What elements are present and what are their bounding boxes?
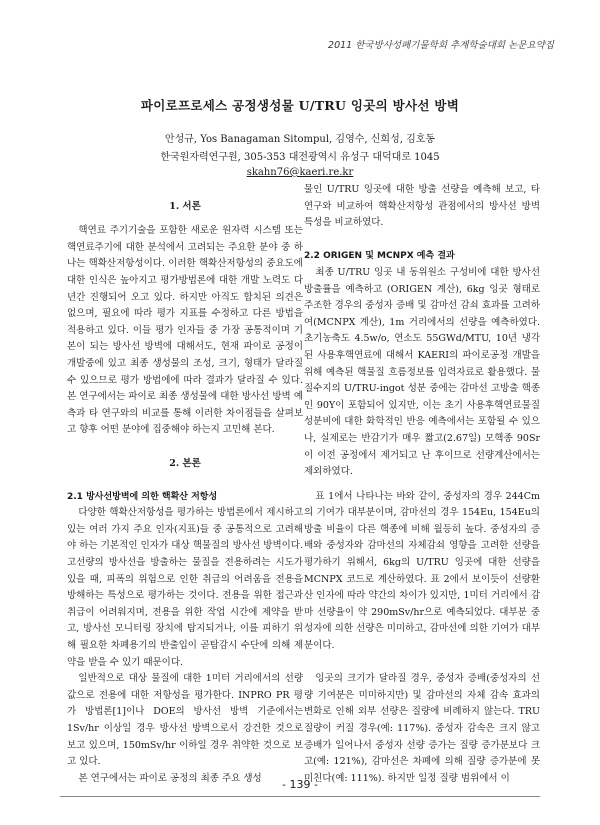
conference-header: 2011 한국방사성폐기물학회 추계학술대회 논문요약집 bbox=[328, 40, 554, 51]
page-number: - 139 - bbox=[282, 778, 318, 791]
intro-paragraph: 핵연료 주기기술을 포함한 새로운 원자력 시스템 또는 핵연료주기에 대한 분석에서 고려되는 주요한 분야 중 하나는 핵확산저항성이다. 이러한 핵확산저항성의 중요도에 대한 인식은 높아지고 평가방법론에 대한 개발 노력도 다년간 진행되어 오고 있다. 하지만 아직도 합치된 의견은 없으며, 필요에 따라 평가 지표를 수정하고 다른 방법을 적용하고 있다. 이들 평가 인자들 중 가장 공통적이며 기본이 되는 방사선 방벽에 대해서도, 현재 파이로 공정이 개발중에 있고 최종 생성물의 조성, 크기, 형태가 달라질 수 있으므로 평가 방법에에 따라 결과가 달라질 수 있다. 본 연구에서는 파이로 최종 생성물에 대한 방사선 방벽 예측과 타 연구와의 비교를 통해 이러한 차이점들을 살펴보고 향후 어떤 분야에 집중해야 하는지 고민해 본다. bbox=[67, 225, 303, 436]
paper-title: 파이로프로세스 공정생성물 U/TRU 잉곳의 방사선 방벽 bbox=[140, 98, 460, 113]
section-2-2-paragraph-2: 표 1에서 나타나는 바와 같이, 중성자의 경우 244Cm의 기여가 대부분이며, 감마선의 경우 154Eu, 154Eu의 방출 비율이 다른 핵종에 비해 월등히 높다. 중성자의 증배와 중성자와 감마선의 자체감쇠 영향을 고려한 선량을 평가하기 위해서, 6kg의 U/TRU 잉곳에 대한 선량을 MCNPX 코드로 계산하였다. 표 2에서 보이듯이 선량환산 인자에 따라 약간의 차이가 있지만, 1미터 거리에서 감마 선량율이 약 290mSv/hr으로 예측되었다. 대부분 중성자에 의한 선량은 미미하고, 감마선에 의한 기여가 대부분이다. bbox=[304, 490, 540, 652]
affiliation: 한국원자력연구원, 305-353 대전광역시 유성구 대덕대로 1045 bbox=[160, 152, 440, 163]
section-2-1-paragraph-3: 본 연구에서는 파이로 공정의 최종 주요 생성 bbox=[78, 772, 262, 784]
section-heading-body: 2. 본론 bbox=[169, 457, 201, 469]
author-email: skahn76@kaeri.re.kr bbox=[246, 167, 354, 178]
section-2-2-paragraph-1: 최종 U/TRU 잉곳 내 동위원소 구성비에 대한 방사선 방출률을 예측하고 (ORIGEN 계산), 6kg 잉곳 형태로 주조한 경우의 중성자 증배 및 감마선 감쇠 효과를 고려하여(MCNPX 계산), 1m 거리에서의 선량을 예측하였다. 초기농축도 4.5w/o, 연소도 55GWd/MTU, 10년 냉각된 사용후핵연료에 대해서 KAERI의 파이로공정 개발을 위해 예측된 핵물질 흐름정보를 입력자료로 활용했다. 물질수지의 U/TRU-ingot 성분 중에는 감마선 고방출 핵종인 90Y이 포함되어 있지만, 이는 초기 사용후핵연료물질 성분비에 대한 화학적인 반응 예측에서는 포함될 수 있으나, 실제로는 반감기가 매우 짧고(2.67일) 모핵종 90Sr이 이전 공정에서 제거되고 난 후이므로 선량계산에서는 제외하였다. bbox=[304, 266, 540, 478]
right-column bbox=[304, 182, 540, 787]
section-heading-introduction: 1. 서론 bbox=[169, 200, 201, 212]
left-column bbox=[67, 182, 303, 787]
section-2-1-continuation: 물인 U/TRU 잉곳에 대한 방출 선량을 예측해 보고, 타 연구와 비교하여 핵확산저항성 관점에서의 방사선 방벽 특성을 비교하였다. bbox=[304, 184, 540, 229]
section-2-2-paragraph-3: 잉곳의 크기가 달라질 경우, 중성자 증배(중성자의 선량 기여분은 미미하지만) 및 감마선의 자체 감속 효과의 변화로 인해 외부 선량은 질량에 비례하지 않는다. TRU 질량이 커질 경우(예: 117%). 중성자 감속은 크지 않고 증배가 일어나서 중성자 선량 증가는 질량 증가분보다 크고(예: 121%), 감마선은 차폐에 의해 질량 증가분에 못 미친다(예: 111%). 하지만 일정 질량 범위에서 이 bbox=[304, 673, 540, 784]
subsection-heading-2-1: 2.1 방사선방벽에 의한 핵확산 저항성 bbox=[67, 491, 218, 502]
subsection-heading-2-2: 2.2 ORIGEN 및 MCNPX 예측 결과 bbox=[304, 251, 455, 262]
section-2-1-paragraph-2: 일반적으로 대상 물질에 대한 1미터 거리에서의 선량값으로 전용에 대한 저항성을 평가한다. INPRO PR 평가 방법론[1]이나 DOE의 방사선 방벽 기준에서는 1Sv/hr 이상일 경우 방사선 방벽으로서 강건한 것으로 보고 있으며, 150mSv/hr 이하일 경우 취약한 것으로 보고 있다. bbox=[67, 673, 303, 768]
author-list: 안성규, Yos Banagaman Sitompul, 김영수, 신희성, 김호동 bbox=[164, 134, 436, 145]
section-2-1-paragraph-1: 다양한 핵확산저항성을 평가하는 방법론에서 제시하고 있는 여러 가지 주요 인자(지표)들 중 공통적으로 고려해야 하는 기본적인 인자가 대상 핵물질의 방사선 방벽이다. 고선량의 방사선을 방출하는 물질을 전용하려는 시도가 있을 때, 피폭의 위험으로 인한 취급의 어려움을 전용을 방해하는 특성으로 평가하는 것이다. 전용을 위한 접근과 취급이 어려워지며, 전용을 위한 작업 시간에 제약을 받고, 방사선 모니터링 장치에 탐지되거나, 이를 피하기 위해 필요한 차폐용기의 반출입이 곧탐감시 수단에 의해 제약을 받을 수 있기 때문이다. bbox=[67, 507, 303, 668]
footer-rule bbox=[60, 796, 540, 797]
